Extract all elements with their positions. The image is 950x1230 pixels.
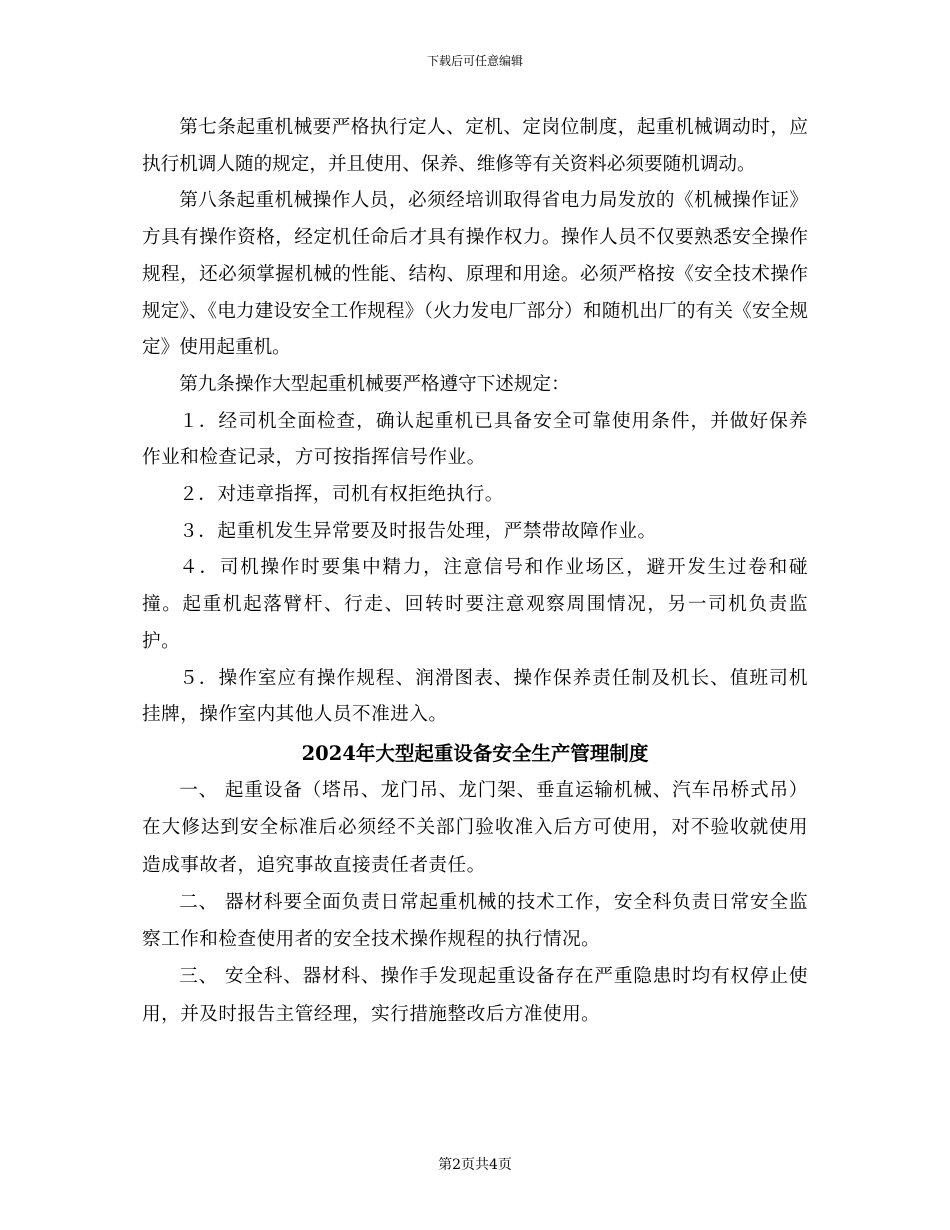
- paragraph-article-7: 第七条起重机械要严格执行定人、定机、定岗位制度，起重机械调动时，应执行机调人随的规定，并且使用、保养、维修等有关资料必须要随机调动。: [142, 117, 808, 175]
- list-item-5: ５．操作室应有操作规程、润滑图表、操作保养责任制及机长、值班司机挂牌，操作室内其他人员不准进入。: [142, 667, 808, 726]
- document-body: [142, 110, 808, 1033]
- paragraph-article-9: 第九条操作大型起重机械要严格遵守下述规定：: [179, 373, 570, 395]
- list-item-1: １．经司机全面检查，确认起重机已具备安全可靠使用条件，并做好保养作业和检查记录，方可按指挥信号作业。: [142, 410, 808, 469]
- section-paragraph-3: 三、 安全科、器材科、操作手发现起重设备存在严重隐患时均有权停止使用，并及时报告主管经理，实行措施整改后方准使用。: [142, 966, 808, 1025]
- section-paragraph-2: 二、 器材科要全面负责日常起重机械的技术工作，安全科负责日常安全监察工作和检查使用者的安全技术操作规程的执行情况。: [142, 891, 808, 951]
- page-header: 下载后可任意编辑: [426, 54, 523, 68]
- list-item-4: ４．司机操作时要集中精力，注意信号和作业场区，避开发生过卷和碰撞。起重机起落臂杆、行走、回转时要注意观察周围情况，另一司机负责监护。: [142, 557, 808, 652]
- list-item-2: ２．对违章指挥，司机有权拒绝执行。: [179, 484, 504, 506]
- list-item-3: ３．起重机发生异常要及时报告处理，严禁带故障作业。: [179, 520, 657, 542]
- paragraph-article-8: 第八条起重机械操作人员，必须经培训取得省电力局发放的《机械操作证》方具有操作资格，经定机任命后才具有操作权力。操作人员不仅要熟悉安全操作规程，还必须掌握机械的性能、结构、原理和用途。必须严格按《安全技术操作规定》、《电力建设安全工作规程》（火力发电厂部分）和随机出厂的有关《安全规定》使用起重机。: [142, 190, 808, 359]
- section-title: 2024年大型起重设备安全生产管理制度: [301, 741, 649, 765]
- section-paragraph-1: 一、 起重设备（塔吊、龙门吊、龙门架、垂直运输机械、汽车吊桥式吊）在大修达到安全标准后必须经不关部门验收准入后方可使用，对不验收就使用造成事故者，追究事故直接责任者责任。: [142, 779, 808, 876]
- page-footer: 第2页共4页: [438, 1157, 512, 1173]
